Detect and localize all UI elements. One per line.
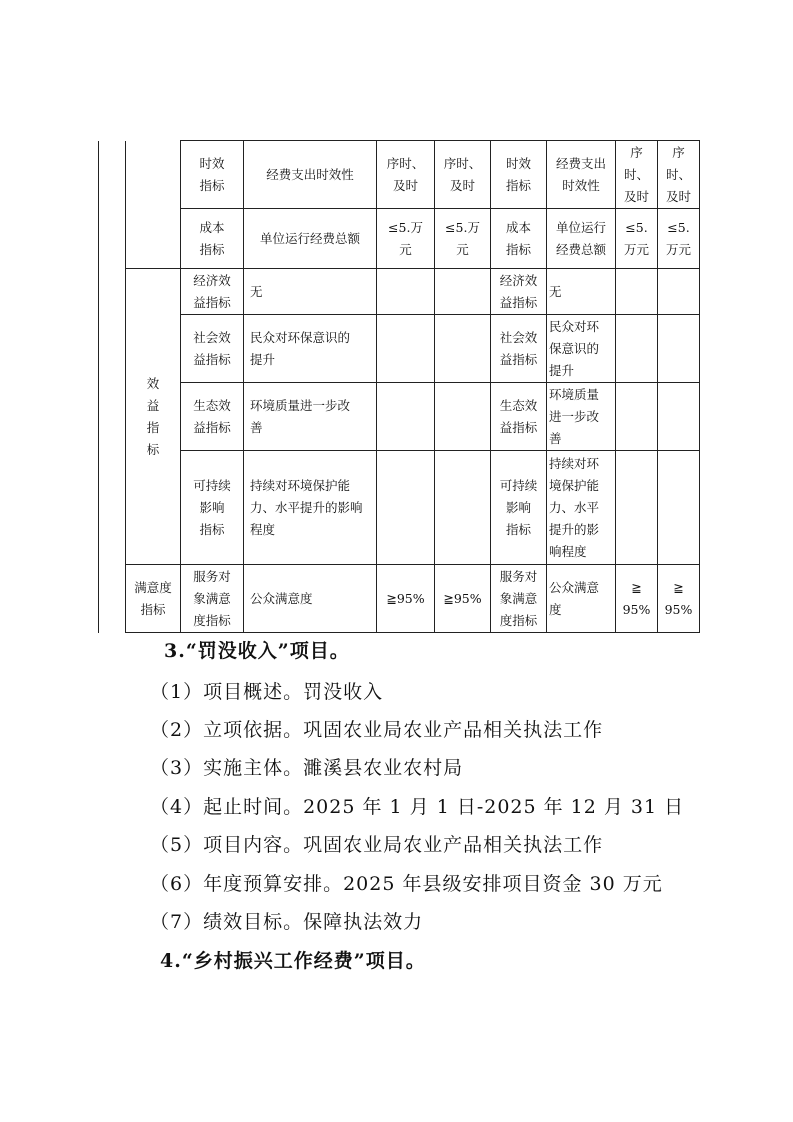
target-value: 序时、 及时 (377, 141, 435, 209)
table-row (99, 141, 700, 209)
indicator-category: 经济效 益指标 (491, 269, 547, 315)
section-heading: 3.“罚没收入”项目。 (164, 640, 350, 662)
indicator-category: 生态效 益指标 (491, 383, 547, 451)
indicator-name: 经费支出 时效性 (547, 141, 616, 209)
indicator-category: 成本 指标 (181, 209, 244, 269)
list-item: （1）项目概述。罚没收入 (150, 681, 384, 703)
actual-value (435, 269, 491, 315)
indicator-category: 服务对 象满意 度指标 (491, 565, 547, 633)
actual-value: 序 时、 及时 (658, 141, 700, 209)
target-value (616, 315, 658, 383)
target-value (616, 451, 658, 565)
table-row (99, 565, 700, 633)
indicator-category: 时效 指标 (181, 141, 244, 209)
indicator-name: 公众满意度 (244, 565, 377, 633)
indicator-name: 民众对环保意识的 提升 (244, 315, 377, 383)
indicator-name: 环境质量进一步改 善 (244, 383, 377, 451)
list-item: （6）年度预算安排。2025 年县级安排项目资金 30 万元 (150, 873, 663, 895)
satisfaction-group-label: 满意度 指标 (126, 565, 181, 633)
actual-value (435, 315, 491, 383)
indicator-name: 公众满意 度 (547, 565, 616, 633)
actual-value (435, 383, 491, 451)
target-value: ≤5. 万元 (616, 209, 658, 269)
list-item: （5）项目内容。巩固农业局农业产品相关执法工作 (150, 834, 604, 856)
indicator-category: 时效 指标 (491, 141, 547, 209)
list-item: （3）实施主体。濉溪县农业农村局 (150, 757, 464, 779)
actual-value: ≤5. 万元 (658, 209, 700, 269)
target-value: ≧ 95% (616, 565, 658, 633)
section-heading: 4.“乡村振兴工作经费”项目。 (160, 950, 426, 972)
indicator-category: 社会效 益指标 (181, 315, 244, 383)
actual-value: 序时、 及时 (435, 141, 491, 209)
indicator-category: 生态效 益指标 (181, 383, 244, 451)
target-value (616, 269, 658, 315)
indicator-category: 经济效 益指标 (181, 269, 244, 315)
actual-value (658, 451, 700, 565)
list-item: （2）立项依据。巩固农业局农业产品相关执法工作 (150, 719, 604, 741)
indicator-category: 服务对 象满意 度指标 (181, 565, 244, 633)
target-value (616, 383, 658, 451)
performance-indicator-table (98, 140, 700, 633)
actual-value (658, 383, 700, 451)
target-value (377, 269, 435, 315)
actual-value (658, 269, 700, 315)
target-value (377, 315, 435, 383)
indicator-name: 单位运行经费总额 (244, 209, 377, 269)
target-value: 序 时、 及时 (616, 141, 658, 209)
target-value: ≤5.万 元 (377, 209, 435, 269)
target-value: ≧95% (377, 565, 435, 633)
actual-value (658, 315, 700, 383)
table-row (99, 209, 700, 269)
indicator-name: 民众对环 保意识的 提升 (547, 315, 616, 383)
indicator-category: 可持续 影响 指标 (181, 451, 244, 565)
table-row (99, 269, 700, 315)
actual-value: ≧95% (435, 565, 491, 633)
indicator-name: 持续对环境保护能 力、水平提升的影响 程度 (244, 451, 377, 565)
benefit-group-label: 效 益 指 标 (126, 269, 181, 565)
indicator-category: 社会效 益指标 (491, 315, 547, 383)
actual-value (435, 451, 491, 565)
table-row (99, 315, 700, 383)
list-item: （7）绩效目标。保障执法效力 (150, 911, 424, 933)
indicator-name: 经费支出时效性 (244, 141, 377, 209)
actual-value: ≤5.万 元 (435, 209, 491, 269)
target-value (377, 451, 435, 565)
indicator-name: 无 (547, 269, 616, 315)
indicator-category: 成本 指标 (491, 209, 547, 269)
indicator-name: 持续对环 境保护能 力、水平 提升的影 响程度 (547, 451, 616, 565)
table-row (99, 451, 700, 565)
target-value (377, 383, 435, 451)
indicator-name: 无 (244, 269, 377, 315)
indicator-name: 环境质量 进一步改 善 (547, 383, 616, 451)
list-item: （4）起止时间。2025 年 1 月 1 日-2025 年 12 月 31 日 (150, 796, 685, 818)
actual-value: ≧ 95% (658, 565, 700, 633)
indicator-category: 可持续 影响 指标 (491, 451, 547, 565)
indicator-name: 单位运行 经费总额 (547, 209, 616, 269)
table-row (99, 383, 700, 451)
outer-group-cell (99, 141, 126, 633)
output-group-cell (126, 141, 181, 269)
